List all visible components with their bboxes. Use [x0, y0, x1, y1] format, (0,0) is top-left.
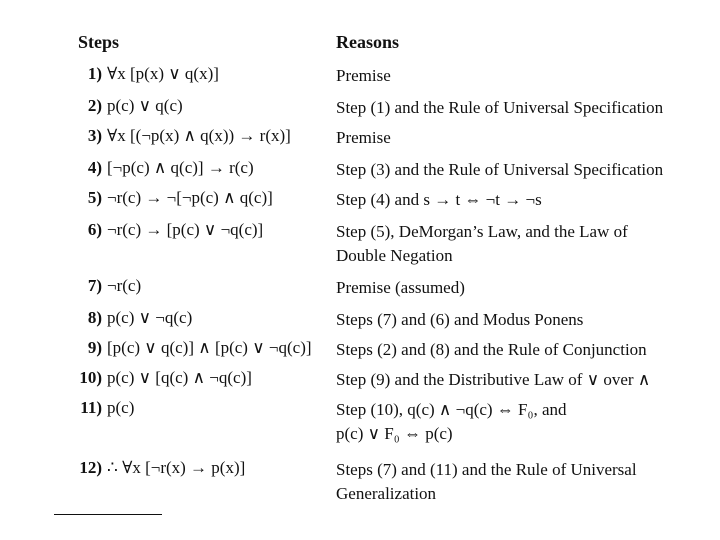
step-statement: [p(c) ∨ q(c)] ∧ [p(c) ∨ ¬q(c)] [107, 338, 312, 357]
step-statement: ∴ ∀x [¬r(x) → p(x)] [107, 458, 246, 477]
reasons-header: Reasons [336, 32, 400, 52]
reason-line: Step (1) and the Rule of Universal Specification [336, 98, 664, 117]
reason-line: Steps (2) and (8) and the Rule of Conjunction [336, 340, 647, 359]
step-statement: p(c) ∨ [q(c) ∧ ¬q(c)] [107, 368, 252, 387]
reason-line: Step (5), DeMorgan’s Law, and the Law of [336, 222, 628, 241]
step-number: 11) [80, 398, 102, 417]
reason-line: Premise [336, 66, 391, 85]
step-number: 6) [87, 220, 102, 239]
reason-line: Step (3) and the Rule of Universal Specification [336, 160, 664, 179]
step-number: 9) [87, 338, 102, 357]
step-statement: ∀x [(¬p(x) ∧ q(x)) → r(x)] [107, 126, 291, 145]
step-number: 2) [87, 96, 102, 115]
step-number: 8) [87, 308, 102, 327]
reason-line: Step (4) and s → t ⇔ ¬t → ¬s [336, 190, 542, 209]
step-number: 12) [79, 458, 102, 477]
reason-line: Premise (assumed) [336, 278, 465, 297]
step-number: 4) [87, 158, 102, 177]
step-statement: ¬r(c) [107, 276, 142, 295]
step-statement: ¬r(c) → [p(c) ∨ ¬q(c)] [107, 220, 264, 239]
step-reason [336, 458, 696, 506]
step-statement: [¬p(c) ∧ q(c)] → r(c) [107, 158, 254, 177]
step-reason [336, 158, 696, 182]
reason-line: Step (10), q(c) ∧ ¬q(c) ⇔ F₀, and [336, 400, 567, 419]
reason-line: Step (9) and the Distributive Law of ∨ over ∧ [336, 370, 651, 389]
step-statement: ∀x [p(x) ∨ q(x)] [107, 64, 219, 83]
step-statement: p(c) ∨ q(c) [107, 96, 183, 115]
step-reason [336, 276, 696, 300]
step-reason [336, 64, 696, 88]
reason-line: Double Negation [336, 246, 453, 265]
step-reason [336, 368, 696, 392]
reason-line: Steps (7) and (11) and the Rule of Universal [336, 460, 637, 479]
reason-line: p(c) ∨ F₀ ⇔ p(c) [336, 424, 453, 443]
step-reason [336, 188, 696, 212]
step-number: 5) [87, 188, 102, 207]
reason-line: Steps (7) and (6) and Modus Ponens [336, 310, 584, 329]
step-reason [336, 308, 696, 332]
step-reason [336, 398, 696, 446]
step-reason [336, 96, 696, 120]
step-statement: p(c) ∨ ¬q(c) [107, 308, 193, 327]
reason-line: Premise [336, 128, 391, 147]
step-number: 3) [87, 126, 102, 145]
reason-line: Generalization [336, 484, 437, 503]
step-statement: p(c) [107, 398, 135, 417]
step-number: 1) [87, 64, 102, 83]
footnote-rule [54, 514, 162, 515]
step-reason [336, 220, 696, 268]
step-statement: ¬r(c) → ¬[¬p(c) ∧ q(c)] [107, 188, 273, 207]
step-reason [336, 338, 696, 362]
step-number: 10) [79, 368, 102, 387]
step-reason [336, 126, 696, 150]
steps-header: Steps [78, 32, 120, 52]
step-number: 7) [87, 276, 102, 295]
